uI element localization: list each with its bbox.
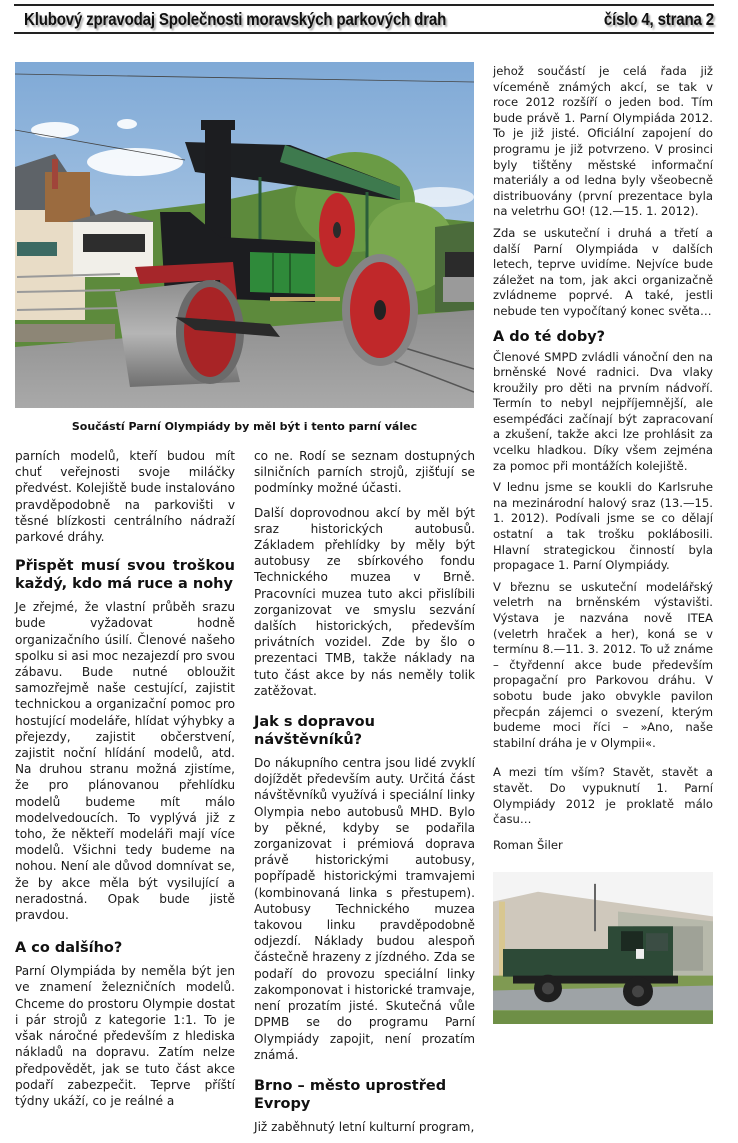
- masthead: [14, 6, 714, 32]
- article-column-1: [15, 448, 235, 1117]
- article-column-2: [254, 448, 475, 1143]
- paragraph: Další doprovodnou akcí by měl být sraz historických autobusů. Základem přehlídky by měly být autobusy ze sbírkového fondu Technického muzea v Brně. Pracovníci muzea tuto akci přislíbili zorganizovat ve smyslu sezvání dalších historických, především privátních vozidel. Zde by šlo o prezentaci TMB, takže náklady na tuto část akce by nás neměly tolik zatěžovat.: [254, 505, 475, 698]
- steam-truck-photo: [493, 872, 713, 1024]
- article-column-3: [493, 64, 713, 853]
- paragraph: Do nákupního centra jsou lidé zvyklí dojíždět především auty. Určitá část návštěvníků využívá i speciální linky Olympia nebo autobusů MHD. Bylo by pěkné, kdyby se podařila zorganizovat i prémiová doprava právě historickými autobusy, popřípadě historickými tramvajemi (kombinovaná linka s přestupem). Autobusy Technického muzea takovou linku pravděpodobně odjezdí. Náklady budou alespoň částečně hrazeny z jízdného. Zda se podaří do provozu speciální linky zakomponovat i historické tramvaje, není prozatím jisté. Skutečná vůle DPMB se do programu Parní Olympiády zapojit, není prozatím známá.: [254, 756, 475, 1062]
- section-heading: Jak s dopravou návštěvníků?: [254, 714, 375, 749]
- newsletter-title: Klubový zpravodaj Společnosti moravských parkových drah: [24, 9, 447, 29]
- paragraph: co ne. Rodí se seznam dostupných silničních parních strojů, zjišťují se podmínky možné účasti.: [254, 449, 475, 496]
- section-heading: A do té doby?: [493, 328, 606, 345]
- paragraph: parních modelů, kteří budou mít chuť veřejnosti svoje miláčky předvést. Kolejiště bude instalováno pravděpodobně na parkovišti v těsné blízkosti centrálního nádraží parkové dráhy.: [15, 449, 235, 545]
- section-heading: A co dalšího?: [15, 940, 123, 957]
- paragraph: Členové SMPD zvládli vánoční den na brněnské Nové radnici. Dva vlaky kroužily pro děti na prvním nádvoří. Termín to nebyl nejpříjemnější, ale esempéďáci začínají být zapracovaní a zkušení, takže akci lze prohlásit za vcelku hladkou. Díky všem zejména za pomoc při montážích kolejiště.: [493, 349, 713, 473]
- paragraph: Zda se uskuteční i druhá a třetí a další Parní Olympiáda v dalších letech, teprve uvidíme. Nejvíce bude záležet na tom, jak akci organizačně zvládneme poprvé. A také, jestli nebude ten vypočítaný konec světa…: [493, 225, 713, 318]
- photo-caption: Součástí Parní Olympiády by měl být i tento parní válec: [71, 420, 418, 433]
- paragraph: V březnu se uskuteční modelářský veletrh na brněnském výstavišti. Výstava je nazvána nově ITEA (veletrh hraček a her), koná se v termínu 8.—11. 3. 2012. To už známe – čtyřdenní akce bude především propagační pro Parkovou dráhu. V sobotu bude jako obvykle pavilon přecpán zájemci o svezení, kterým budeme moci říci – »Ano, naše stabilní dráha je v Olympii«.: [493, 579, 713, 750]
- paragraph: A mezi tím vším? Stavět, stavět a stavět. Do vypuknutí 1. Parní Olympiády 2012 je proklatě málo času…: [493, 765, 713, 827]
- section-heading: Přispět musí svou troškou každý, kdo má ruce a nohy: [15, 558, 235, 593]
- steam-truck-image: [493, 872, 713, 1024]
- masthead-bottom-rule: [14, 32, 714, 34]
- section-heading: Brno – město uprostřed Evropy: [254, 1077, 447, 1112]
- paragraph: jehož součástí je celá řada již víceméně známých akcí, se tak v roce 2012 rozšíří o jeden bod. Tím bude právě 1. Parní Olympiáda 2012. To je již jisté. Oficiální zapojení do programu je již potvrzeno. V prosinci byly tištěny městské informační materiály a od ledna byly všeobecně distribuovány (první prezentace byla na veletrhu GO! (12.—15. 1. 2012).: [493, 64, 713, 219]
- paragraph: Je zřejmé, že vlastní průběh srazu bude vyžadovat hodně organizačního úsilí. Členové našeho spolku si asi moc nezajezdí pro svou zábavu. Bude nutné obloužit samozřejmě naše cestující, zajistit technickou a organizační pomoc pro hostující modeláře, hlídat výhybky a přejezdy, zajistit občerstvení, zajistit noční hlídání modelů, atd. Na druhou stranu možná zjistíme, že pro plánovanou přehlídku modelů budeme mít málo modelvedoucích. To vyplývá již z toho, že někteří modeláři mají více modelů. Všichni tedy budeme na nohou. Není ale důvod domnívat se, že by akce měla být vysilující a neradostná. Opak bude jistě pravdou.: [15, 600, 236, 923]
- author-signature: Roman Šiler: [493, 837, 563, 852]
- issue-page-number: číslo 4, strana 2: [603, 9, 714, 29]
- paragraph: V lednu jsme se koukli do Karlsruhe na mezinárodní halový sraz (13.—15. 1. 2012). Podívali jsme se co dělají ostatní a tak trošku poklábosili. Hlavní strategickou činností byla propagace 1. Parní Olympiády.: [493, 480, 713, 573]
- paragraph: Již zaběhnutý letní kulturní program,: [254, 1119, 475, 1134]
- steam-roller-photo: [15, 62, 474, 408]
- paragraph: Parní Olympiáda by neměla být jen ve znamení železničních modelů. Chceme do prostoru Olympie dostat i pár strojů z kategorie 1:1. To je však náročné především z hlediska nákladů na dopravu. Zatím nelze předpovědět, jak se tuto část akce podaří zabezpečit. Teprve příští týdny ukáží, co je reálné a: [15, 964, 235, 1108]
- steam-roller-image: [15, 62, 474, 408]
